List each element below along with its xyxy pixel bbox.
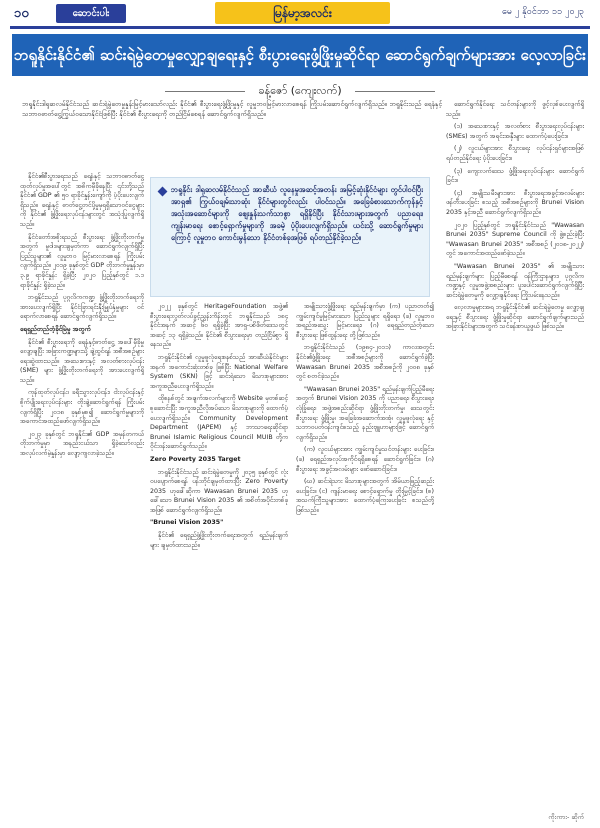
paragraph: (၄) အမျိုးသမီးများအား စီးပွားရေးအခွင့်အလမ်းများ ဖန်တီးပေးခြင်း စသည့် အစီအစဉ်များကို Brunei Vision 2035 နှင့်အညီ ဆောင်ရွက်လျက်ရှိသည်။ <box>446 189 584 216</box>
article-column-2 <box>150 302 288 812</box>
byline-row <box>0 84 600 100</box>
paragraph: နိုင်ငံ၏ စီးပွားရေးကို ရေနံနှင့်ဓာတ်ငွေ့ အပေါ်မှီခိုမှုလျော့ချပြီး အခြားကဏ္ဍများသို့ ချဲ့ထွင်ရန် အစီအစဉ်များ ရေးဆွဲထားသည်။ အသေးစားနှင့် အလတ်စားလုပ်ငန်း (SME) များ ဖွံ့ဖြိုးတိုးတက်ရေးကို အားပေးလျက်ရှိသည်။ <box>20 338 144 384</box>
paragraph: ၂၀၂၂ ခုနှစ်တွင် HeritageFoundation အဖွဲ့၏ စီးပွားရေးလွတ်လပ်ခွင့်ညွှန်းကိန်းတွင် ဘရူနိုင်းသည် ၁၈၄ နိုင်ငံအနက် အဆင့် ၆၀ ရရှိခဲ့ပြီး အာရှ-ပစိဖိတ်ဒေသတွင် အဆင့် ၁၃ ရရှိခဲ့သည်။ နိုင်ငံ၏ စီးပွားရေးမှာ တည်ငြိမ်စွာ ရှိနေသည်။ <box>150 303 288 349</box>
subheading: ရေရှည်တည်တံ့ခိုင်မြဲမှု အတွက် <box>20 325 91 333</box>
paragraph: (၃) ကျေးလက်ဒေသ ဖွံ့ဖြိုးရေးလုပ်ငန်းများ ဆောင်ရွက်ခြင်း။ <box>446 167 584 185</box>
pull-quote-text: ဘရူနိုင်း ဒါရုဆလမ်နိုင်ငံသည် အာဆီယံ လူနေမှုအဆင့်အတန်း အမြင့်ဆုံးနိုင်ငံများ တွင်ပါဝင်ပြီး အာရှ၏ ကြွယ်ဝချမ်းသာဆုံး နိုင်ငံများတွင်လည်း ပါဝင်သည်။ အခြေခံစားသောက်ကုန်နှင့် အသုံးအဆောင်များကို စျေးနှုန်းသက်သာစွာ ရရှိနိုင်ပြီး နိုင်ငံသားများအတွက် ပညာရေး၊ ကျန်းမာရေး စောင့်ရှောက်မှုများကို အခမဲ့ ပံ့ပိုးပေးလျက်ရှိသည်။ ယင်းသို့ ဆောင်ရွက်မှုများကြောင့် လူမှုဘဝ ကောင်းမွန်သော နိုင်ငံတစ်ခုအဖြစ် ရပ်တည်နိုင်ခဲ့သည်။ <box>171 185 423 242</box>
headline: ဘရူနိုင်းနိုင်ငံ၏ ဆင်းရဲမွဲတေမှုလျှော့ချရေးနှင့် စီးပွားရေးဖွံ့ဖြိုးမှုဆိုင်ရာ ဆောင်ရွက်ချက်များအား လေ့လာခြင်း <box>12 34 588 76</box>
intro-paragraph: ဘရူနိုင်းဒါရုဆလမ်နိုင်ငံသည် ဆင်းရဲမွဲတေမှုနှုန်းမြင့်မားသော်လည်း နိုင်ငံ၏ စီးပွားရေးဖွံ့ဖြိုးမှုနှင့် လူမှုဘဝမြင့်မားလာစေရန် ကြိုးပမ်းဆောင်ရွက်လျက်ရှိသည်။ ဘရူနိုင်းသည် ရေနံနှင့် သဘာဝဓာတ်ငွေ့ကြွယ်ဝသောနိုင်ငံဖြစ်ပြီး နိုင်ငံ၏ စီးပွားရေးကို တည်ငြိမ်စေရန် ဆောင်ရွက်လျက်ရှိသည်။ <box>22 100 442 118</box>
paragraph: ထိုစနစ်တွင် အချက်အလက်များကို Website မှတစ်ဆင့် စုဆောင်းပြီး အကူအညီလိုအပ်သော မိသားစုများကို ထောက်ပံ့ပေးလျက်ရှိသည်။ Community Development Department (JAPEM) နှင့် ဘာသာရေးဆိုင်ရာ Brunei Islamic Religious Council MUIB တို့က ဝိုင်းဝန်းဆောင်ရွက်သည်။ <box>150 395 288 451</box>
paragraph: ဆောင်ရွက်နိုင်ရေး သင်တန်းများကို ဖွင့်လှစ်ပေးလျက်ရှိသည်။ <box>446 101 584 118</box>
byline-rule-left <box>165 91 245 92</box>
paragraph: "Wawasan Brunei 2035" ၏ အမျိုးသားရည်မှန်းချက်များ ပြည့်မီစေရန် ဝန်ကြီးဌာနများ၊ ပုဂ္ဂလိကကဏ္ဍနှင့် လူမှုအဖွဲ့အစည်းများ ပူးပေါင်းဆောင်ရွက်လျက်ရှိပြီး ဆင်းရဲမွဲတေမှုကို လျှော့ချနိုင်ရေး ကြိုးပမ်းနေသည်။ <box>446 262 584 299</box>
masthead: မြန်မာ့အလင်း <box>215 2 390 24</box>
paragraph: "Wawasan Brunei 2035" ရည်မှန်းချက်ပြည့်မီရေးအတွက် Brunei Vision 2035 ကို ပညာရေး၊ စီးပွားရေး၊ လုံခြုံရေး၊ အဖွဲ့အစည်းဆိုင်ရာ ဖွံ့ဖြိုးတိုးတက်မှု၊ ဒေသတွင်း စီးပွားရေး ဖွံ့ဖြိုးမှု၊ အခြေခံအဆောက်အအုံ၊ လူမှုဖူလုံရေး နှင့် သဘာဝပတ်ဝန်းကျင်စသည့် နည်းဗျူဟာများဖြင့် ဆောင်ရွက်လျက်ရှိသည်။ <box>296 385 434 441</box>
article-column-3 <box>296 302 434 812</box>
paragraph: နိုင်ငံ၏စီးပွားရေးသည် ရေနံနှင့် သဘာဝဓာတ်ငွေ့ ထုတ်လုပ်မှုအပေါ်တွင် အဓိကမှီခိုနေပြီး ၎င်းတို့သည် နိုင်ငံ၏ GDP ၏ ၅၀ ရာခိုင်နှုန်းကျော်ကို ပံ့ပိုးပေးလျက်ရှိသည်။ ရေနံနှင့် ဓာတ်ငွေ့တင်ပို့မှုမှရရှိသောဝင်ငွေများကို နိုင်ငံ၏ ဖွံ့ဖြိုးရေးလုပ်ငန်းများတွင် အသုံးပြုလျက်ရှိသည်။ <box>20 173 144 228</box>
paragraph: (၂) လူငယ်များအား စီးပွားရေး လုပ်ငန်းရှင်များအဖြစ် ရပ်တည်နိုင်ရေး ပံ့ပိုးပေးခြင်း။ <box>446 145 584 162</box>
paragraph: (က) လူငယ်များအား ကျွမ်းကျင်မှုသင်တန်းများ ပေးခြင်း။ (ခ) ရေရှည်အလုပ်အကိုင်ရရှိစေရန် ဆောင်ရွက်ခြင်း။ (ဂ) စီးပွားရေး အခွင့်အလမ်းများ ဖော်ဆောင်ခြင်း။ <box>296 446 434 473</box>
subheading: "Brunei Vision 2035" <box>150 519 224 527</box>
footer-note: ကိုးကား- ဆိုက် <box>548 813 584 821</box>
paragraph: ၂၀၂၀ ပြည့်နှစ်တွင် ဘရူနိုင်းနိုင်ငံသည် "Wawasan Brunei 2035" Supreme Council ကို ဖွဲ့စည်းခဲ့ပြီး "Wawasan Brunei 2035" အစီအစဉ် (၂၀၁၈-၂၀၂၂) တွင် အကောင်အထည်ဖော်ခဲ့သည်။ <box>446 221 584 258</box>
dateline: မေ ၂ နိုဝင်ဘာ ၁၁ ၂၀၂၃ <box>501 7 584 17</box>
page-number: ၁၀ <box>14 6 29 21</box>
paragraph: ကုန်ထုတ်လုပ်ငန်း၊ ခရီးသွားလုပ်ငန်း၊ ငါးလုပ်ငန်းနှင့် စိုက်ပျိုးရေးလုပ်ငန်းများ တိုးချဲ့ဆောင်ရွက်ရန် ကြိုးပမ်းလျက်ရှိပြီး ၂၀၁၈ ခုနှစ်မှစ၍ ဆောင်ရွက်မှုများကို အကောင်အထည်ဖော်လျက်ရှိသည်။ <box>20 389 144 426</box>
paragraph: ဘရူနိုင်းနိုင်ငံသည် (၁၉၈၄-၂၀၁၁) ကာလအတွင်း နိုင်ငံ၏ဖွံ့ဖြိုးရေး အစီအစဉ်များကို ဆောင်ရွက်ခဲ့ပြီး Wawasan Brunei 2035 အစီအစဉ်ကို ၂၀၀၈ ခုနှစ်တွင် စတင်ခဲ့သည်။ <box>296 344 434 381</box>
pull-quote-box <box>150 177 430 297</box>
paragraph: လေ့လာမှုများအရ ဘရူနိုင်းနိုင်ငံ၏ ဆင်းရဲမွဲတေမှု လျှော့ချရေးနှင့် စီးပွားရေး ဖွံ့ဖြိုးမှုဆိုင်ရာ ဆောင်ရွက်ချက်များသည် အခြားနိုင်ငံများအတွက် သင်ခန်းစာယူဖွယ် ဖြစ်သည်။ <box>446 304 584 331</box>
paragraph: နိုင်ငံ၏ ရေရှည်ဖွံ့ဖြိုးတိုးတက်ရေးအတွက် ရည်မှန်းချက်များ ချမှတ်ထားသည်။ <box>150 532 288 549</box>
paragraph: (ဃ) ဆင်းရဲသား မိသားစုများအတွက် အိမ်ယာဖြည့်ဆည်းပေးခြင်း။ (င) ကျန်းမာရေး စောင့်ရှောက်မှု တိုးမြှင့်ခြင်း။ (စ) အသက်ကြီးသူများအား ထောက်ပံ့ကြေးပေးခြင်း စသည်တို့ ဖြစ်သည်။ <box>296 478 434 514</box>
paragraph: အမျိုးသားဖွံ့ဖြိုးရေး ရည်မှန်းချက်မှာ (က) ပညာတတ်၍ ကျွမ်းကျင်မှုမြင့်မားသော ပြည်သူများ ရရှိရေး၊ (ခ) လူမှုဘဝ အရည်အသွေး မြင့်မားရေး၊ (ဂ) ရေရှည်တည်တံ့သော စီးပွားရေး ဖြစ်ထွန်းရေး တို့ဖြစ်သည်။ <box>296 303 434 339</box>
header-rule <box>10 26 590 29</box>
paragraph: ဘရူနိုင်းသည် ပုဂ္ဂလိကကဏ္ဍ ဖွံ့ဖြိုးတိုးတက်ရေးကို အားပေးလျက်ရှိပြီး နိုင်ငံခြားရင်းနှီးမြှုပ်နှံမှုများ ဝင်ရောက်လာစေရန် ဆောင်ရွက်လျက်ရှိသည်။ <box>20 294 144 321</box>
byline: ခန့်ဇော် (ကျေးလက်) <box>258 84 342 97</box>
paragraph: ဘရူနိုင်းနိုင်ငံသည် ဆင်းရဲမွဲတေမှုကို ၂၀၃၅ ခုနှစ်တွင် လုံးဝပပျောက်စေရန် ပန်းတိုင်ချမှတ်ထားပြီး Zero Poverty 2035 ဟုခေါ်ဆိုကာ Wawasan Brunei 2035 ဟုခေါ်သော Brunei Vision 2035 ၏ အစိတ်အပိုင်းတစ်ခုအဖြစ် ဆောင်ရွက်လျက်ရှိသည်။ <box>150 468 288 514</box>
byline-rule-right <box>355 91 435 92</box>
page-header <box>0 0 600 27</box>
paragraph: နိုင်ငံတော်အစိုးရသည် စီးပွားရေး ဖွံ့ဖြိုးတိုးတက်မှုအတွက် မူဝါဒများချမှတ်ကာ ဆောင်ရွက်လျက်ရှိပြီး ပြည်သူများ၏ လူမှုဘဝ မြင့်မားလာစေရန် ကြိုးပမ်းလျက်ရှိသည်။ ၂၀၁၉ ခုနှစ်တွင် GDP တိုးတက်မှုနှုန်းမှာ ၃.၉ ရာခိုင်နှုန်း ရှိခဲ့ပြီး ၂၀၂၀ ပြည့်နှစ်တွင် ၁.၁ ရာခိုင်နှုန်း ရှိခဲ့သည်။ <box>20 233 144 289</box>
article-column-1 <box>20 172 144 812</box>
article-column-4 <box>446 100 584 812</box>
subheading: Zero Poverty 2035 Target <box>150 455 241 463</box>
paragraph: ၂၀၂၃ ခုနှစ်တွင် ဘရူနိုင်း၏ GDP အမှန်တကယ် တိုးတက်မှုမှာ အနည်းငယ်သာ ရှိခဲ့သော်လည်း အလုပ်လက်မဲ့နှုန်းမှာ လျော့ကျလာခဲ့သည်။ <box>20 430 144 458</box>
diamond-bullet-icon <box>158 187 168 197</box>
section-tab: ဆောင်းပါး <box>56 4 126 23</box>
paragraph: (၁) အသေးစားနှင့် အလတ်စား စီးပွားရေးလုပ်ငန်းများ (SMEs) အတွက် အရင်းအနှီးများ ထောက်ပံ့ပေးခြင်း။ <box>446 123 584 140</box>
paragraph: ဘရူနိုင်းနိုင်ငံ၏ လူမှုဖူလုံရေးစနစ်သည် အာဆီယံနိုင်ငံများအနက် အကောင်းဆုံးတစ်ခု ဖြစ်ပြီး National Welfare System (SKN) ဖြင့် ဆင်းရဲသော မိသားစုများအား အကူအညီပေးလျက်ရှိသည်။ <box>150 353 288 390</box>
